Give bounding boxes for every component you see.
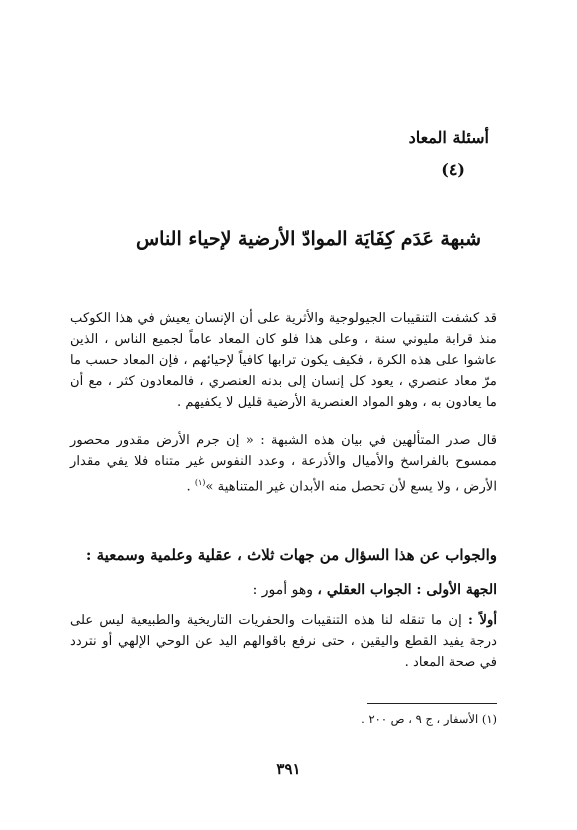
section-title: أسئلة المعاد — [408, 128, 489, 147]
first-aspect-heading — [70, 582, 497, 598]
section-number: (٤) — [441, 160, 465, 179]
first-point-text: إن ما تنقله لنا هذه التنقيبات والحفريات التاريخية والطبيعية ليس على درجة يفيد القطع واليقين ، حتى نرفع باقوالهم اليد عن الوحي الإلهي أو نتردد في صحة المعاد . — [70, 613, 497, 670]
answer-heading: والجواب عن هذا السؤال من جهات ثلاث ، عقلية وعلمية وسمعية : — [85, 546, 497, 564]
quote-text: قال صدر المتألهين في بيان هذه الشبهة : « إن جرم الأرض مقدور محصور ممسوح بالفراسخ والأميال والأذرعة ، وعدد النفوس غير متناه فلا يفي مقدار الأرض ، ولا يسع لأن تحصل منه الأبدان غير المتناهية » — [70, 433, 497, 495]
footnote-divider — [367, 703, 497, 704]
quote-paragraph — [70, 430, 497, 497]
intro-paragraph: قد كشفت التنقيبات الجيولوجية والأثرية على أن الإنسان يعيش في هذا الكوكب منذ قرابة مليوني سنة ، وعلى هذا فلو كان المعاد عاماً لجميع الناس ، الذين عاشوا على هذه الكرة ، فكيف يكون ترابها كافياً لإحيائهم ، فإن المعاد حسب ما مرّ معاد عنصري ، يعود كل إنسان إلى بدنه العنصري ، فالمعادون كثر ، مع أن ما يعادون به ، وهو المواد العنصرية الأرضية قليل لا يكفيهم . — [70, 311, 497, 410]
first-aspect-label: الجهة الأولى : الجواب العقلي ، — [317, 582, 497, 598]
first-point-paragraph — [70, 610, 497, 673]
page-number: ٣٩١ — [276, 760, 301, 778]
footnote-marker: (١) — [194, 478, 206, 487]
footnote: (١) الأسفار ، ج ٩ ، ص ٢٠٠ . — [361, 712, 497, 726]
chapter-title: شبهة عَدَم كِفَايَة الموادّ الأرضية لإحياء الناس — [135, 228, 482, 250]
first-point-lead: أولاً : — [467, 613, 497, 628]
first-aspect-rest: وهو أمور : — [252, 582, 318, 598]
quote-ending: . — [186, 479, 195, 495]
